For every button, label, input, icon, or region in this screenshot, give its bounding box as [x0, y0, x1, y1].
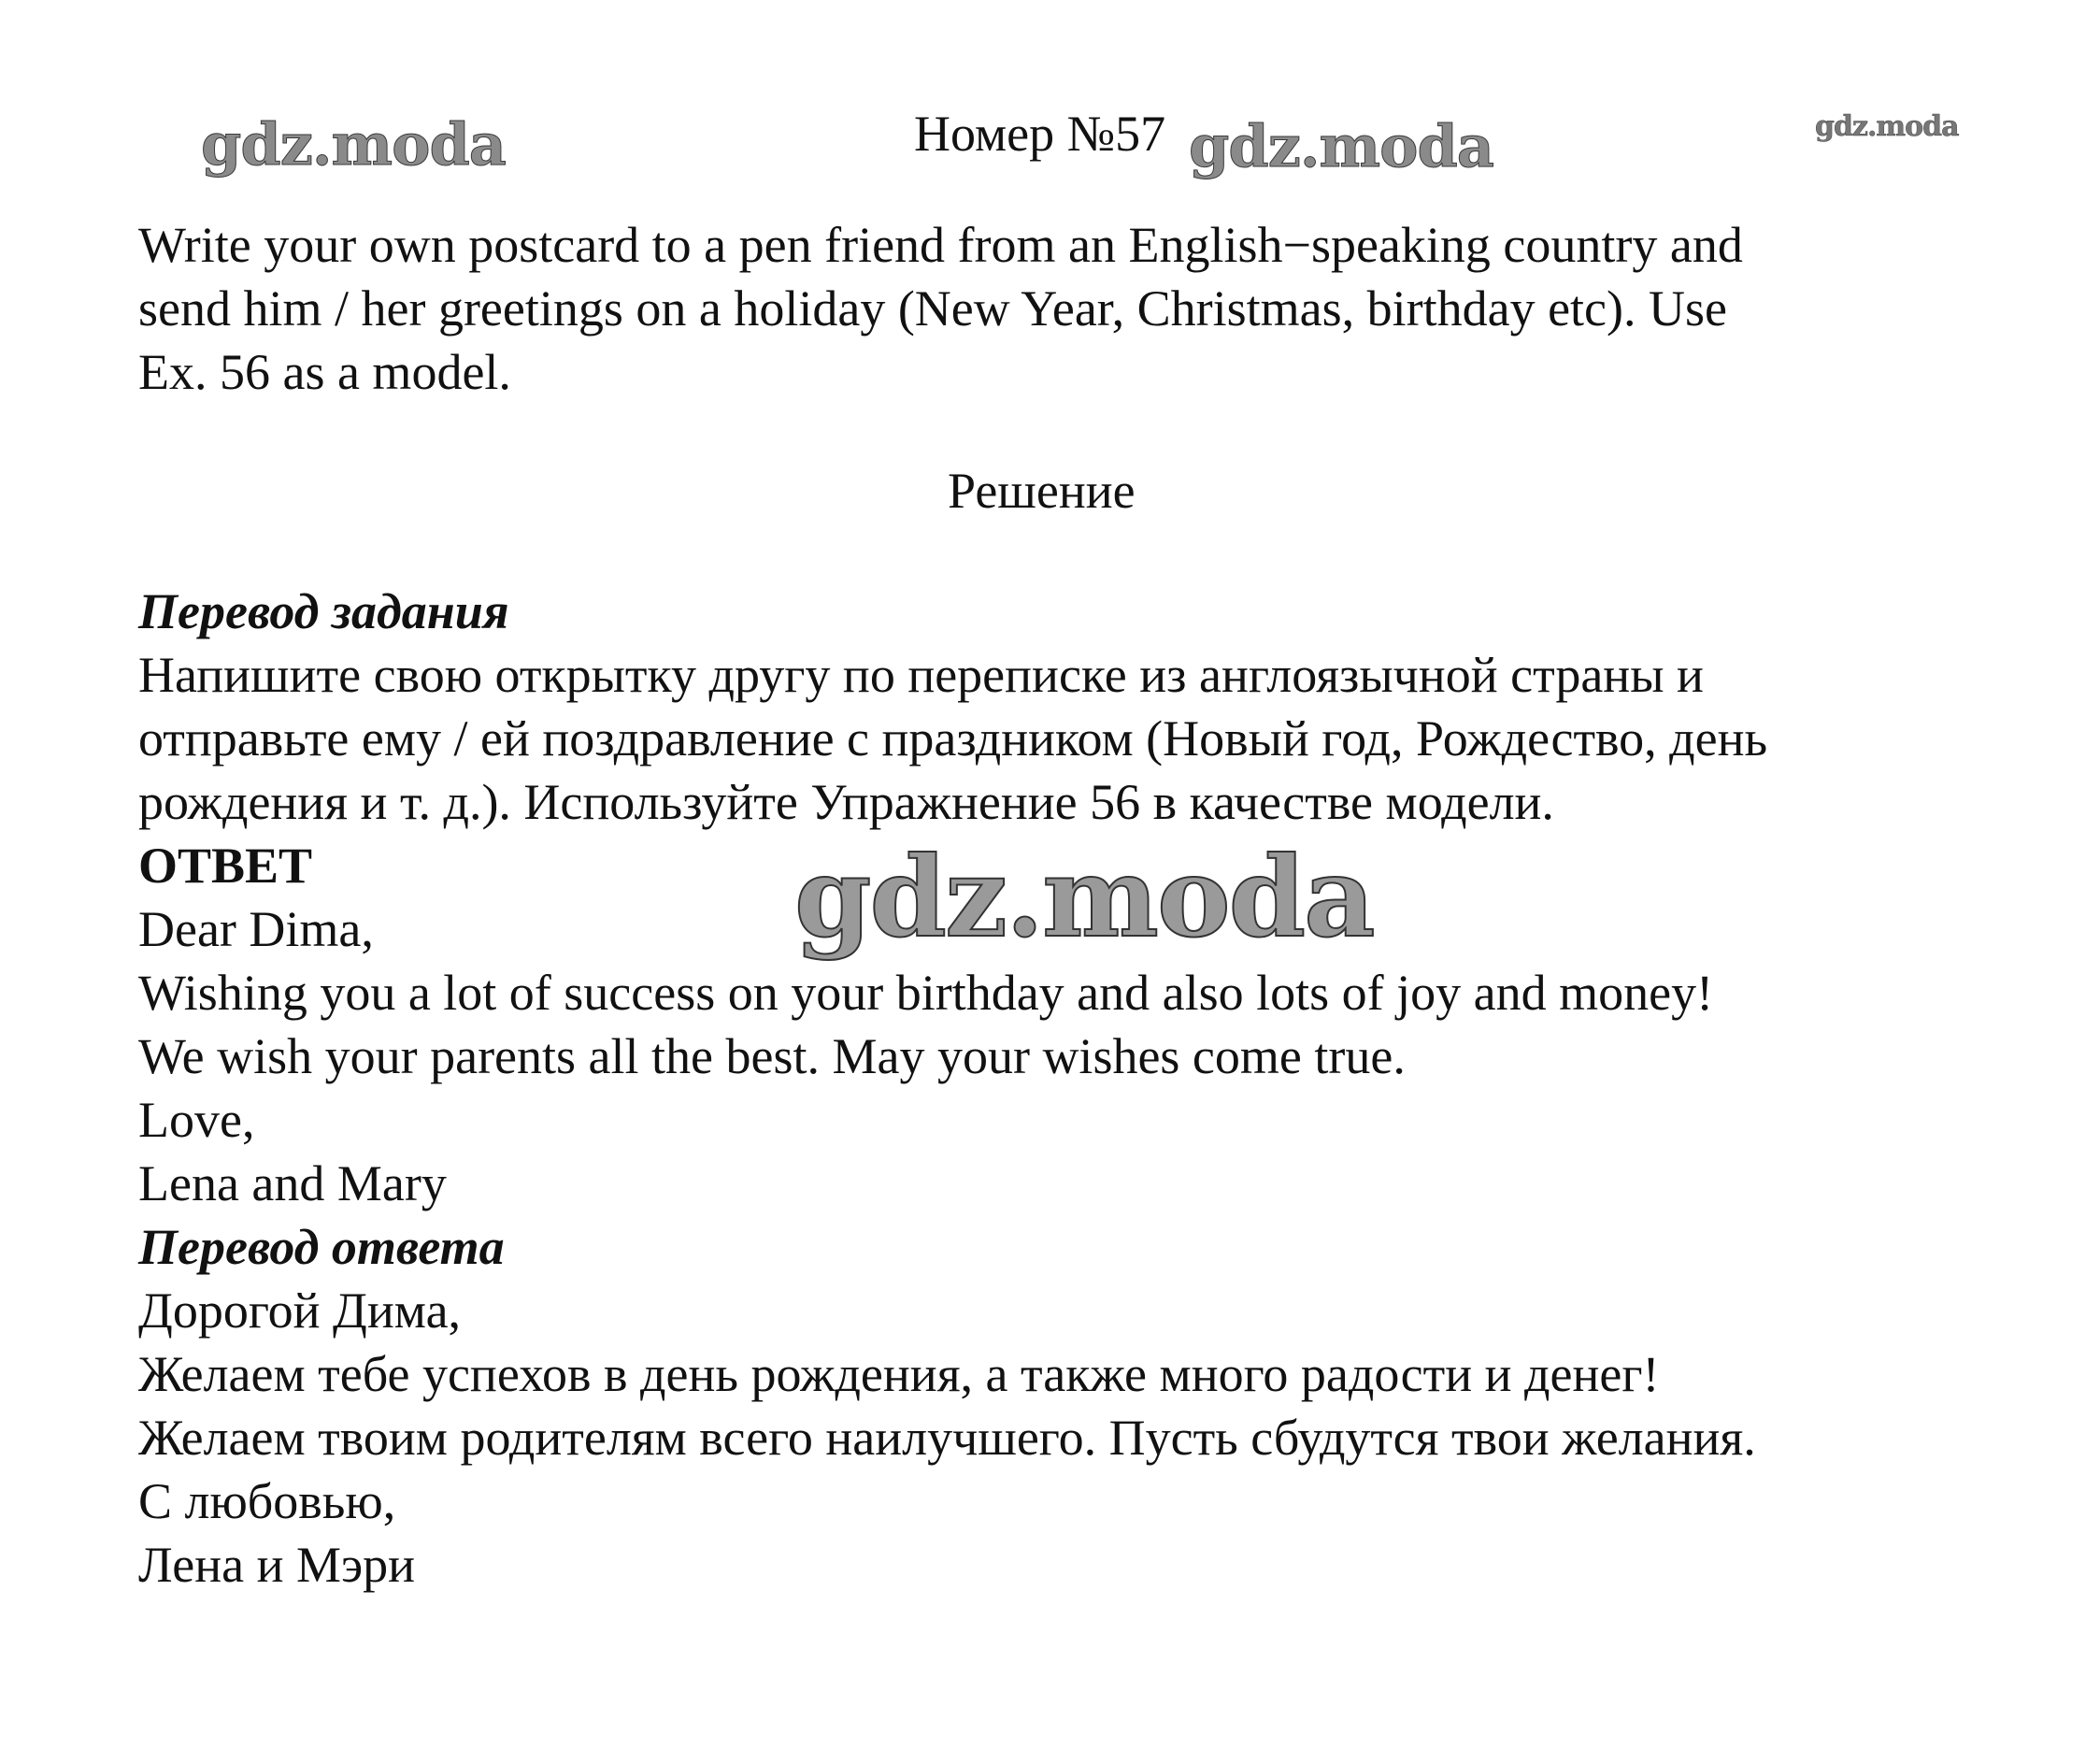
- watermark-logo: gdz.moda: [794, 832, 1374, 962]
- task-translation-heading: Перевод задания: [138, 583, 509, 639]
- watermark-logo: gdz.moda: [1189, 112, 1493, 180]
- task-translation-line: Напишите свою открытку другу по переписке из англоязычной страны и: [138, 647, 1704, 703]
- watermark-logo: gdz.moda: [201, 110, 506, 179]
- answer-translation-line: С любовью,: [138, 1473, 396, 1529]
- answer-translation-line: Лена и Мэри: [138, 1537, 416, 1593]
- answer-translation-line: Дорогой Дима,: [138, 1282, 462, 1339]
- answer-heading: ОТВЕТ: [138, 838, 313, 894]
- answer-translation-line: Желаем твоим родителям всего наилучшего. Пусть сбудутся твои желания.: [138, 1410, 1756, 1466]
- solution-title: Решение: [948, 463, 1136, 519]
- task-translation-line: рождения и т. д.). Используйте Упражнение 56 в качестве модели.: [138, 774, 1554, 830]
- answer-line: Wishing you a lot of success on your birthday and also lots of joy and money!: [138, 965, 1714, 1021]
- answer-line: Dear Dima,: [138, 901, 374, 957]
- answer-translation-line: Желаем тебе успехов в день рождения, а также много радости и денег!: [138, 1346, 1660, 1402]
- watermark-logo: gdz.moda: [1815, 110, 1959, 143]
- answer-translation-heading: Перевод ответа: [138, 1219, 505, 1275]
- answer-line: Love,: [138, 1092, 255, 1148]
- answer-line: Lena and Mary: [138, 1155, 447, 1211]
- task-line: Write your own postcard to a pen friend from an English−speaking country and: [138, 217, 1743, 273]
- task-line: Ex. 56 as a model.: [138, 344, 511, 400]
- task-line: send him / her greetings on a holiday (New Year, Christmas, birthday etc). Use: [138, 280, 1727, 337]
- task-translation-line: отправьте ему / ей поздравление с праздником (Новый год, Рождество, день: [138, 710, 1768, 767]
- answer-line: We wish your parents all the best. May your wishes come true.: [138, 1028, 1406, 1084]
- page-title: Номер №57: [914, 106, 1166, 162]
